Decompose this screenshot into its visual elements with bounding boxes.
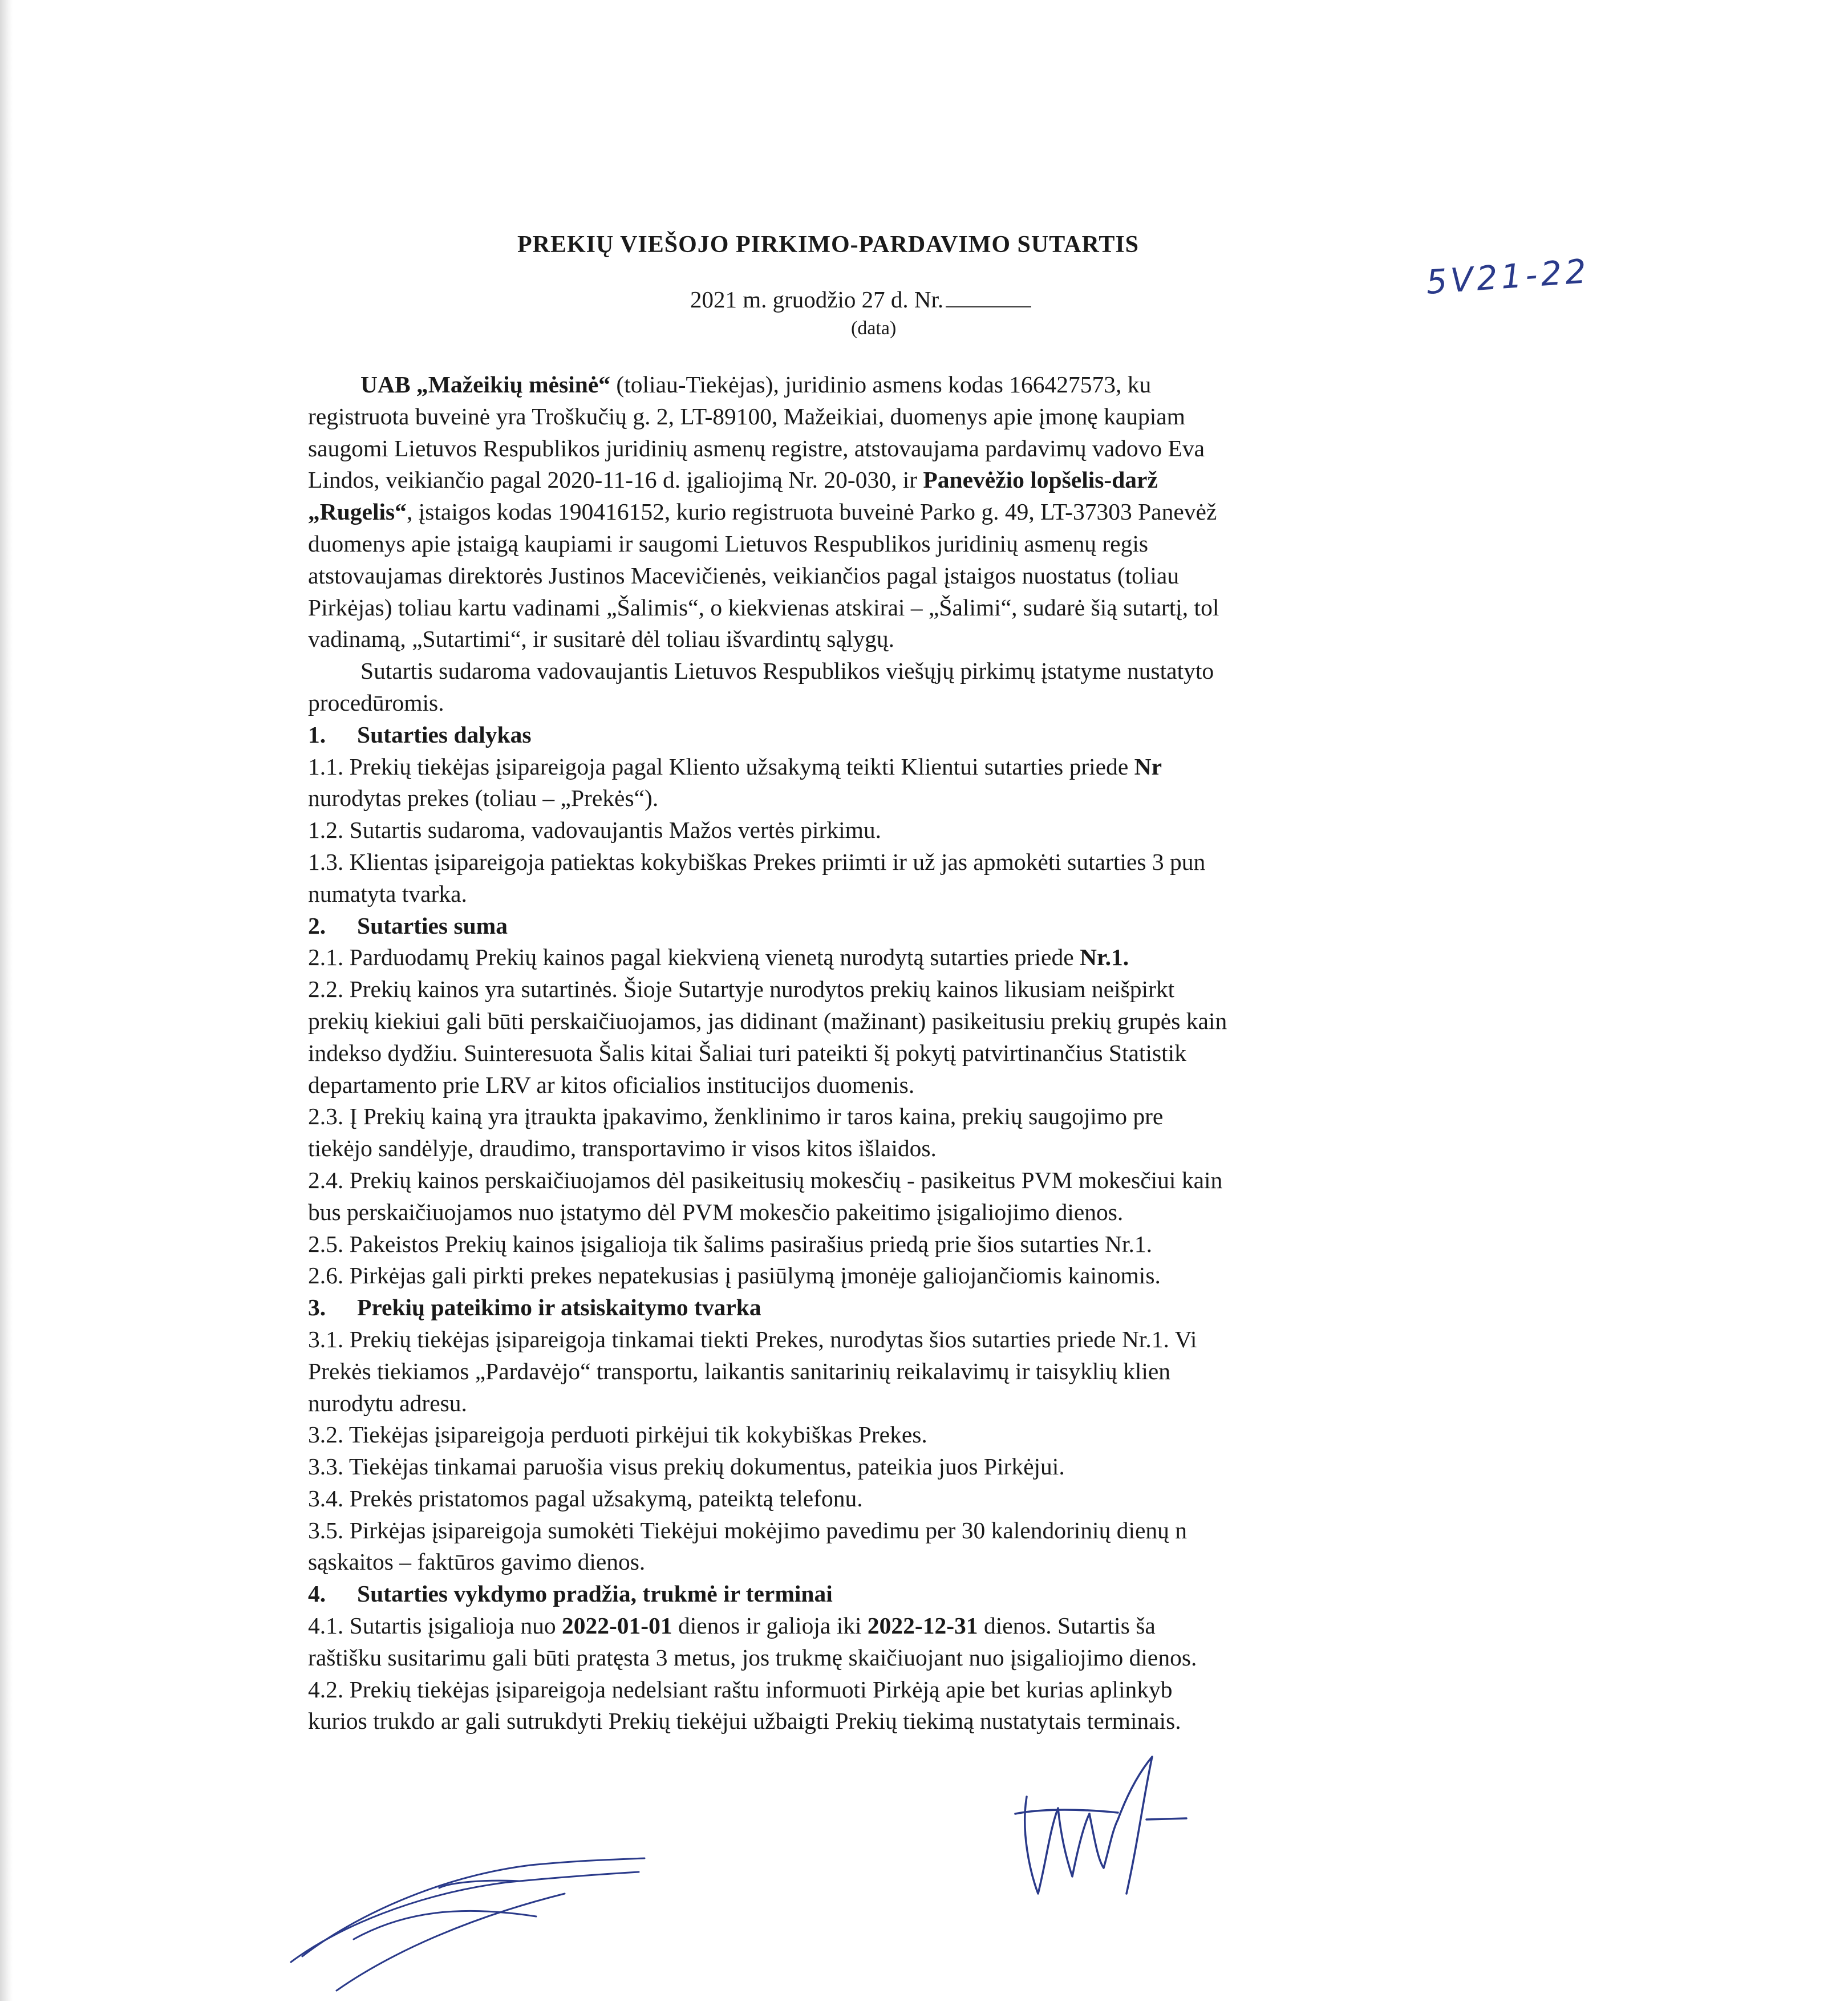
text-run: 4.2. Prekių tiekėjas įsipareigoja nedelsiant raštu informuoti Pirkėją apie bet kurias aplinkyb	[308, 1676, 1173, 1703]
text-run: (toliau-Tiekėjas), juridinio asmens kodas 166427573, ku	[610, 371, 1152, 398]
clause-line	[308, 1260, 1848, 1292]
text-run: tiekėjo sandėlyje, draudimo, transportavimo ir visos kitos išlaidos.	[308, 1135, 937, 1162]
clause-line	[308, 1324, 1848, 1356]
text-run: 2.2. Prekių kainos yra sutartinės. Šioje Sutartyje nurodytos prekių kainos likusiam neišpirkt	[308, 976, 1175, 1003]
text-run: kurios trukdo ar gali sutrukdyti Prekių tiekėjui užbaigti Prekių tiekimą nustatytais terminais.	[308, 1708, 1181, 1734]
text-run: 2.5. Pakeistos Prekių kainos įsigalioja tik šalims pasirašius priedą prie šios sutarties Nr.1.	[308, 1230, 1152, 1257]
handwritten-number: 5V21-22	[1424, 252, 1591, 302]
preamble-line	[308, 496, 1848, 528]
contract-body	[308, 369, 1848, 1737]
section-title: Prekių pateikimo ir atsiskaitymo tvarka	[357, 1294, 761, 1321]
preamble-line	[308, 592, 1848, 624]
clause-line	[308, 1674, 1848, 1706]
clause-line	[308, 1038, 1848, 1069]
text-run: Sutartis sudaroma vadovaujantis Lietuvos Respublikos viešųjų pirkimų įstatyme nustatyto	[360, 658, 1214, 684]
clause-line	[308, 1483, 1848, 1515]
clause-line	[308, 1197, 1848, 1229]
text-run: Prekės tiekiamos „Pardavėjo“ transportu, laikantis sanitarinių reikalavimų ir taisyklių klien	[308, 1357, 1171, 1384]
text-run: numatyta tvarka.	[308, 880, 467, 907]
signature-left	[268, 1819, 679, 2002]
preamble-line	[308, 623, 1848, 655]
bold-text: Nr	[1134, 753, 1162, 780]
section-heading	[308, 719, 1848, 751]
text-run: bus perskaičiuojamos nuo įstatymo dėl PVM mokesčio pakeitimo įsigaliojimo dienos.	[308, 1198, 1124, 1225]
preamble-line	[308, 655, 1848, 687]
text-run: Lindos, veikiančio pagal 2020-11-16 d. įgaliojimą Nr. 20-030, ir	[308, 467, 923, 493]
section-heading	[308, 910, 1848, 942]
text-run: registruota buveinė yra Troškučių g. 2, LT-89100, Mažeikiai, duomenys apie įmonę kaupiam	[308, 403, 1185, 429]
date-line	[690, 252, 1591, 315]
text-run: , įstaigos kodas 190416152, kurio registruota buveinė Parko g. 49, LT-37303 Panevėž	[406, 499, 1217, 525]
clause-line	[308, 1229, 1848, 1261]
scan-edge-shadow	[0, 0, 13, 2001]
text-run: 4.1. Sutartis įsigalioja nuo	[308, 1612, 562, 1639]
clause-line	[308, 846, 1848, 878]
bold-text: Panevėžio lopšelis-darž	[923, 467, 1158, 493]
clause-line	[308, 1610, 1848, 1642]
text-run: nurodytu adresu.	[308, 1389, 467, 1416]
text-run: 3.3. Tiekėjas tinkamai paruošia visus prekių dokumentus, pateikia juos Pirkėjui.	[308, 1453, 1065, 1480]
clause-line	[308, 751, 1848, 783]
text-run: dienos ir galioja iki	[672, 1612, 868, 1639]
section-title: Sutarties suma	[357, 912, 508, 939]
date-caption: (data)	[851, 318, 897, 339]
bold-text: „Rugelis“	[308, 499, 407, 525]
clause-line	[308, 1705, 1848, 1737]
text-run: 3.2. Tiekėjas įsipareigoja perduoti pirkėjui tik kokybiškas Prekes.	[308, 1421, 927, 1448]
section-heading	[308, 1578, 1848, 1610]
clause-line	[308, 1388, 1848, 1420]
clause-line	[308, 1006, 1848, 1038]
clause-line	[308, 1165, 1848, 1197]
text-run: procedūromis.	[308, 689, 444, 716]
date-text: 2021 m. gruodžio 27 d. Nr.	[690, 286, 944, 313]
preamble-line	[308, 560, 1848, 592]
clause-line	[308, 1451, 1848, 1483]
clause-line	[308, 1133, 1848, 1165]
bold-text: Nr.1.	[1080, 944, 1129, 971]
bold-text: 2022-12-31	[867, 1612, 978, 1639]
text-run: sąskaitos – faktūros gavimo dienos.	[308, 1549, 646, 1575]
section-number: 2.	[308, 912, 326, 939]
clause-line	[308, 878, 1848, 910]
document-title: PREKIŲ VIEŠOJO PIRKIMO-PARDAVIMO SUTARTIS	[517, 232, 1140, 258]
text-run: saugomi Lietuvos Respublikos juridinių asmenų registre, atstovaujama pardavimų vadovo Eva	[308, 435, 1205, 461]
clause-line	[308, 814, 1848, 846]
text-run: raštišku susitarimu gali būti pratęsta 3 metus, jos trukmę skaičiuojant nuo įsigaliojimo dienos.	[308, 1644, 1197, 1671]
text-run: 3.5. Pirkėjas įsipareigoja sumokėti Tiekėjui mokėjimo pavedimu per 30 kalendorinių dienų n	[308, 1517, 1188, 1543]
text-run: 3.4. Prekės pristatomos pagal užsakymą, pateiktą telefonu.	[308, 1485, 863, 1511]
bold-text: UAB „Mažeikių mėsinė“	[360, 371, 611, 398]
text-run: 2.1. Parduodamų Prekių kainos pagal kiekvieną vienetą nurodytą sutarties priede	[308, 944, 1080, 971]
text-run: prekių kiekiui gali būti perskaičiuojamos, jas didinant (mažinant) pasikeitusiu prekių grupės kain	[308, 1007, 1227, 1034]
section-number: 3.	[308, 1294, 326, 1321]
text-run: 1.1. Prekių tiekėjas įsipareigoja pagal Kliento užsakymą teikti Klientui sutarties priede	[308, 753, 1134, 780]
section-heading	[308, 1292, 1848, 1324]
text-run: 2.4. Prekių kainos perskaičiuojamos dėl pasikeitusių mokesčių - pasikeitus PVM mokesčiui kain	[308, 1166, 1223, 1193]
clause-line	[308, 1642, 1848, 1674]
text-run: dienos. Sutartis ša	[978, 1612, 1156, 1639]
section-number: 1.	[308, 721, 326, 748]
document-page	[308, 231, 1591, 1737]
clause-line	[308, 783, 1848, 814]
text-run: 2.3. Į Prekių kainą yra įtraukta įpakavimo, ženklinimo ir taros kaina, prekių saugojimo pre	[308, 1103, 1164, 1130]
clause-line	[308, 942, 1848, 974]
preamble-line	[308, 687, 1848, 719]
section-title: Sutarties dalykas	[357, 721, 532, 748]
text-run: 1.3. Klientas įsipareigoja patiektas kokybiškas Prekes priimti ir už jas apmokėti sutarties 3 pun	[308, 848, 1206, 875]
clause-line	[308, 974, 1848, 1006]
number-field	[946, 283, 1031, 307]
preamble-line	[308, 528, 1848, 560]
text-run: 3.1. Prekių tiekėjas įsipareigoja tinkamai tiekti Prekes, nurodytas šios sutarties priede Nr.1. Vi	[308, 1326, 1197, 1352]
preamble-line	[308, 401, 1848, 433]
clause-line	[308, 1515, 1848, 1547]
preamble-line	[308, 369, 1848, 401]
clause-line	[308, 1101, 1848, 1133]
clause-line	[308, 1069, 1848, 1101]
bold-text: 2022-01-01	[561, 1612, 672, 1639]
text-run: atstovaujamas direktorės Justinos Macevičienės, veikiančios pagal įstaigos nuostatus (toliau	[308, 562, 1180, 589]
text-run: departamento prie LRV ar kitos oficialios institucijos duomenis.	[308, 1071, 915, 1098]
text-run: nurodytas prekes (toliau – „Prekės“).	[308, 785, 659, 812]
preamble-line	[308, 464, 1848, 496]
signature-right	[1004, 1745, 1192, 1911]
clause-line	[308, 1356, 1848, 1388]
clause-line	[308, 1546, 1848, 1578]
text-run: indekso dydžiu. Suinteresuota Šalis kitai Šaliai turi pateikti šį pokytį patvirtinančius Statistik	[308, 1039, 1186, 1066]
text-run: Pirkėjas) toliau kartu vadinami „Šalimis“, o kiekvienas atskirai – „Šalimi“, sudarė šią sutartį, tol	[308, 594, 1219, 621]
preamble-line	[308, 433, 1848, 465]
text-run: duomenys apie įstaigą kaupiami ir saugomi Lietuvos Respublikos juridinių asmenų regis	[308, 530, 1149, 557]
text-run: 2.6. Pirkėjas gali pirkti prekes nepatekusias į pasiūlymą įmonėje galiojančiomis kainomis.	[308, 1262, 1161, 1289]
section-number: 4.	[308, 1580, 326, 1607]
clause-line	[308, 1419, 1848, 1451]
section-title: Sutarties vykdymo pradžia, trukmė ir terminai	[357, 1580, 833, 1607]
text-run: vadinamą, „Sutartimi“, ir susitarė dėl toliau išvardintų sąlygų.	[308, 626, 895, 653]
text-run: 1.2. Sutartis sudaroma, vadovaujantis Mažos vertės pirkimu.	[308, 817, 882, 844]
